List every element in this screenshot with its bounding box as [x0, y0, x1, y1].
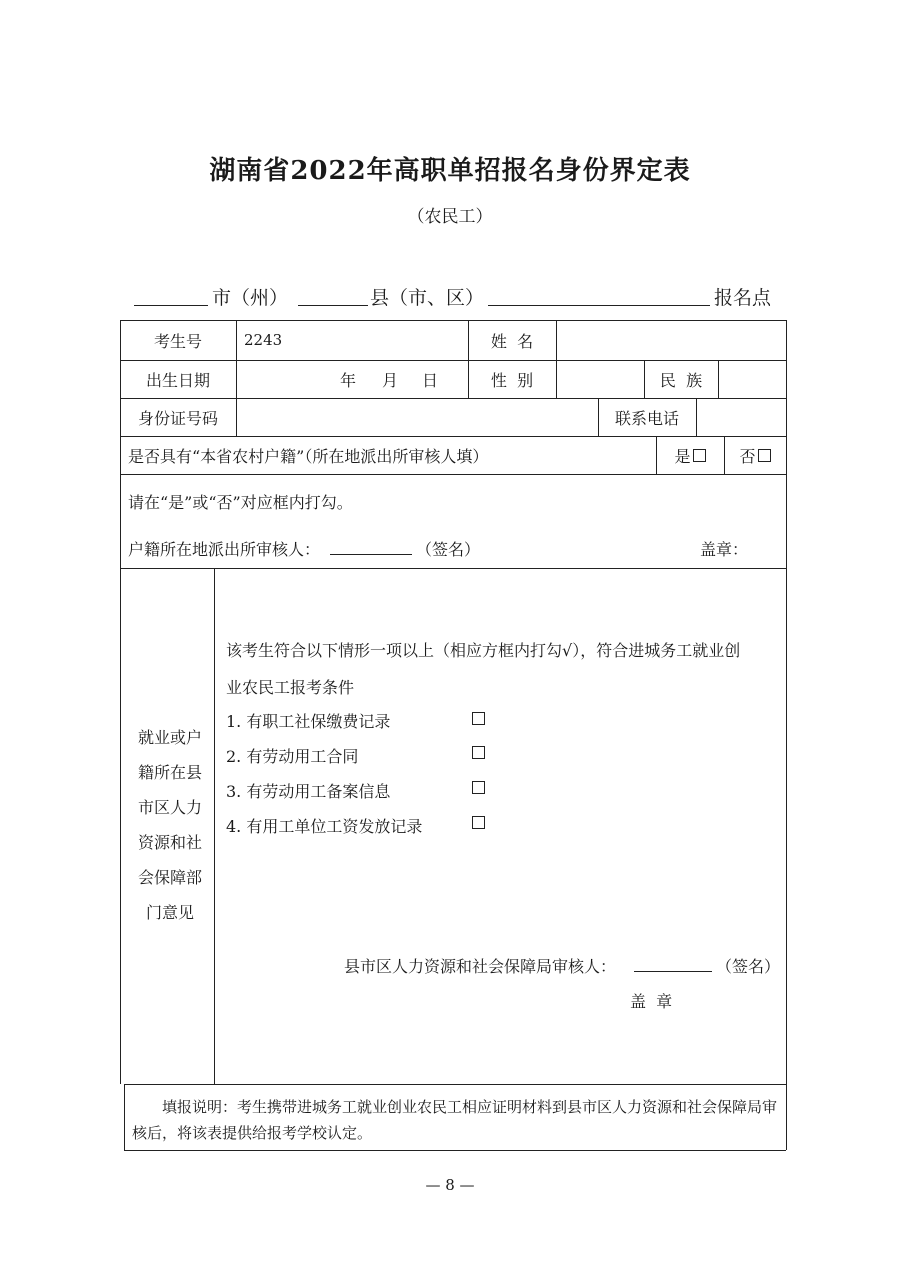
table-line: [124, 1150, 786, 1151]
gender-field[interactable]: [556, 360, 644, 398]
opinion-intro-line2: 业农民工报考条件: [226, 678, 355, 697]
opinion-intro-line1: 该考生符合以下情形一项以上（相应方框内打勾√），符合进城务工就业创: [226, 641, 741, 660]
condition-item: 4. 有用工单位工资发放记录: [226, 817, 423, 836]
condition-item: 2. 有劳动用工合同: [226, 747, 359, 766]
opinion-side-label: 就业或户 籍所在县 市区人力 资源和社 会保障部 门意见: [137, 728, 202, 922]
id-number-label: 身份证号码: [137, 408, 218, 428]
police-seal-label: 盖章：: [700, 540, 749, 559]
police-sign-label: （签名）: [416, 540, 481, 559]
filling-note: 填报说明：考生携带进城务工就业创业农民工相应证明材料到县市区人力资源和社会保障局审核后，将该表提供给报考学校认定。: [132, 1098, 778, 1142]
condition-checkbox[interactable]: [472, 712, 485, 725]
table-line: [124, 1084, 786, 1085]
no-label: 否: [739, 446, 756, 466]
table-line: [214, 568, 215, 1084]
yes-checkbox[interactable]: [693, 449, 706, 462]
table-line: [786, 320, 787, 1150]
name-field[interactable]: [556, 320, 786, 360]
phone-label: 联系电话: [614, 408, 679, 428]
county-blank[interactable]: [298, 305, 368, 306]
no-option[interactable]: [724, 436, 786, 474]
id-number-field[interactable]: [236, 398, 598, 436]
city-label: 市（州）: [212, 287, 289, 309]
condition-checkbox[interactable]: [472, 746, 485, 759]
page-title: 湖南省2022年高职单招报名身份界定表: [209, 156, 691, 186]
table-line: [120, 568, 786, 569]
hukou-question: 是否具有“本省农村户籍”（所在地派出所审核人填）: [128, 446, 489, 466]
hr-signature-blank[interactable]: [634, 971, 712, 972]
hr-sign-label: （签名）: [716, 957, 781, 976]
condition-checkbox[interactable]: [472, 816, 485, 829]
condition-item: 3. 有劳动用工备案信息: [226, 782, 391, 801]
hr-reviewer-label: 县市区人力资源和社会保障局审核人：: [344, 957, 617, 976]
point-blank[interactable]: [488, 305, 710, 306]
birth-year-label: 年: [340, 370, 357, 390]
table-line: [124, 1084, 125, 1150]
page-subtitle: （农民工）: [407, 207, 493, 227]
birth-day-label: 日: [422, 370, 439, 390]
point-label: 报名点: [714, 287, 772, 309]
ethnicity-field[interactable]: [718, 360, 786, 398]
birth-date-label: 出生日期: [145, 370, 210, 390]
condition-item: 1. 有职工社保缴费记录: [226, 712, 391, 731]
yes-option[interactable]: [656, 436, 724, 474]
ethnicity-label: 民 族: [659, 370, 703, 390]
hr-seal-label: 盖 章: [630, 992, 673, 1011]
yes-label: 是: [674, 446, 691, 466]
name-label: 姓 名: [490, 331, 534, 351]
birth-date-field[interactable]: [236, 360, 468, 398]
no-checkbox[interactable]: [758, 449, 771, 462]
hukou-instruction: 请在“是”或“否”对应框内打勾。: [128, 493, 353, 512]
police-reviewer-label: 户籍所在地派出所审核人：: [128, 540, 321, 559]
condition-checkbox[interactable]: [472, 781, 485, 794]
phone-field[interactable]: [696, 398, 786, 436]
city-blank[interactable]: [134, 305, 208, 306]
table-line: [120, 474, 786, 475]
police-signature-blank[interactable]: [330, 554, 412, 555]
gender-label: 性 别: [490, 370, 534, 390]
birth-month-label: 月: [382, 370, 399, 390]
county-label: 县（市、区）: [370, 287, 485, 309]
exam-no-field[interactable]: 2243: [244, 331, 283, 349]
page-number: — 8 —: [425, 1176, 475, 1194]
exam-no-label: 考生号: [153, 331, 202, 351]
